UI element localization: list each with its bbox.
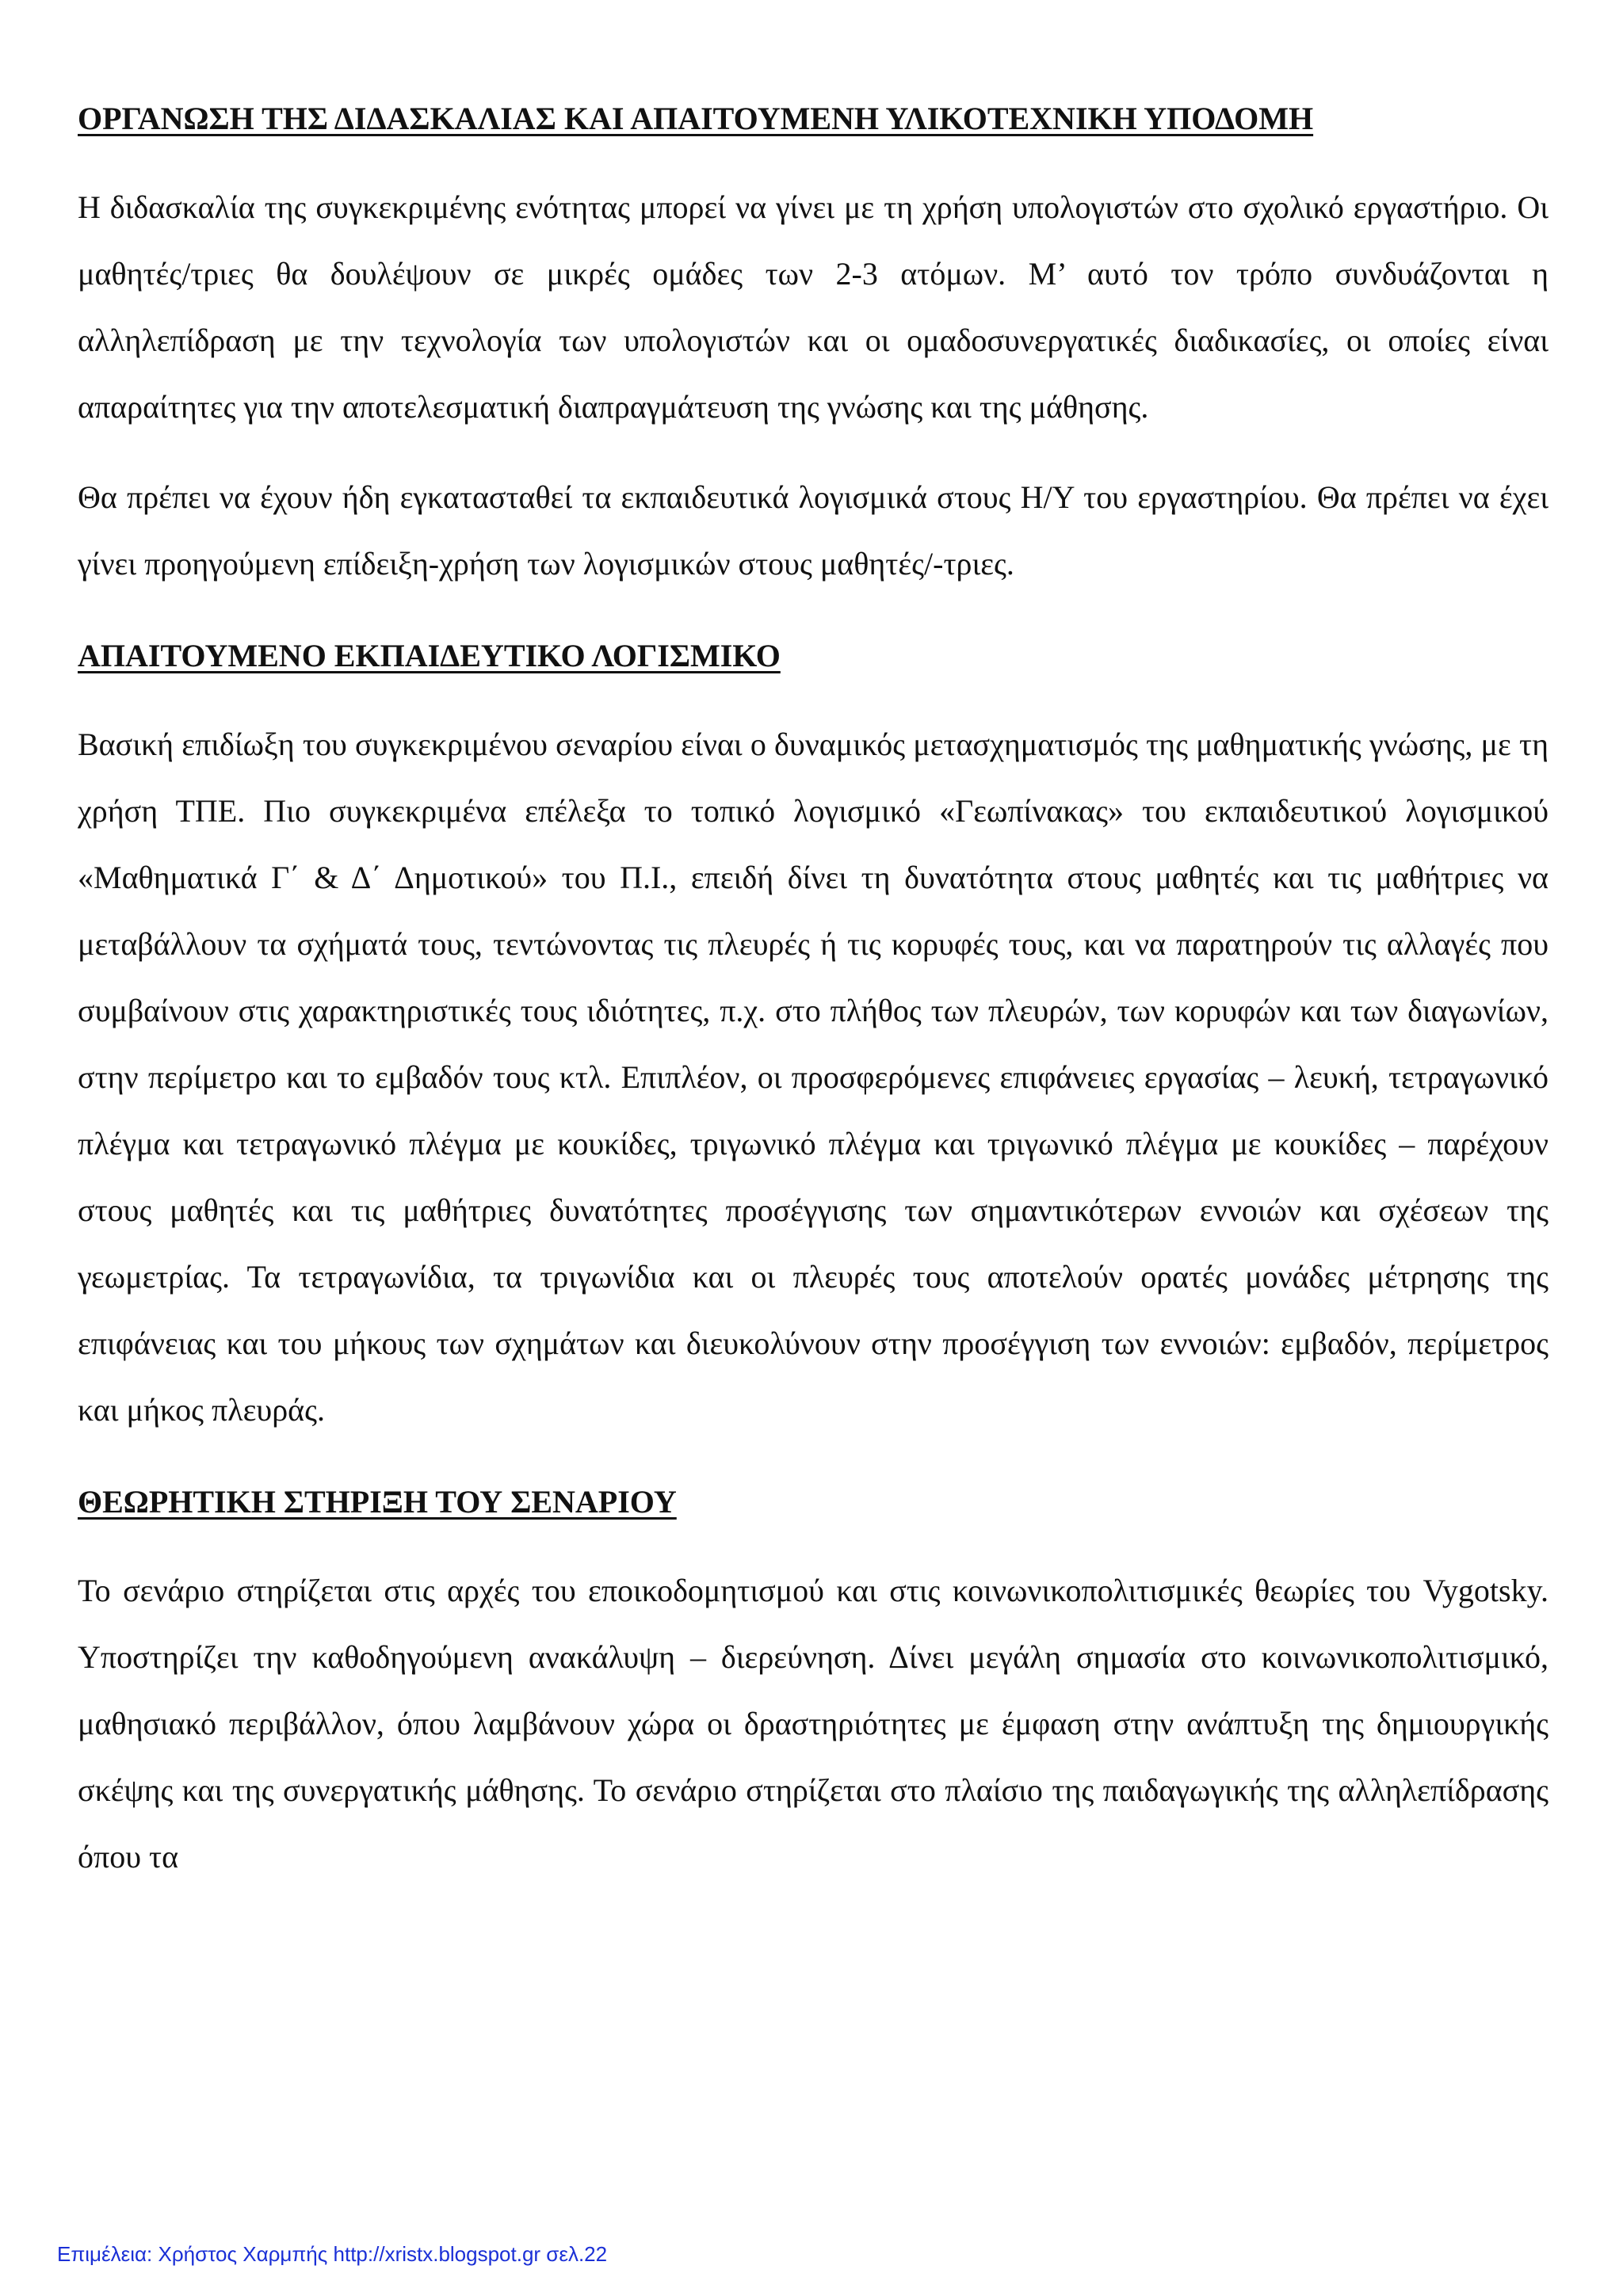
paragraph-software: Βασική επιδίωξη του συγκεκριμένου σεναρίου είναι ο δυναμικός μετασχηματισμός της μαθηματικής γνώσης, με τη χρήση ΤΠΕ. Πιο συγκεκριμένα επέλεξα το τοπικό λογισμικό «Γεωπίνακας» του εκπαιδευτικού λογισμικού «Μαθηματικά Γ΄ & Δ΄ Δημοτικού» του Π.Ι., επειδή δίνει τη δυνατότητα στους μαθητές και τις μαθήτριες να μεταβάλλουν τα σχήματά τους, τεντώνοντας τις πλευρές ή τις κορυφές τους, και να παρατηρούν τις αλλαγές που συμβαίνουν στις χαρακτηριστικές τους ιδιότητες, π.χ. στο πλήθος των πλευρών, των κορυφών και των διαγωνίων, στην περίμετρο και το εμβαδόν τους κτλ. Επιπλέον, οι προσφερόμενες επιφάνειες εργασίας – λευκή, τετραγωνικό πλέγμα και τετραγωνικό πλέγμα με κουκίδες, τριγωνικό πλέγμα και τριγωνικό πλέγμα με κουκίδες – παρέχουν στους μαθητές και τις μαθήτριες δυνατότητες προσέγγισης των σημαντικότερων εννοιών και σχέσεων της γεωμετρίας. Τα τετραγωνίδια, τα τριγωνίδια και οι πλευρές τους αποτελούν ορατές μονάδες μέτρησης της επιφάνειας και του μήκους των σχημάτων και διευκολύνουν στην προσέγγιση των εννοιών: εμβαδόν, περίμετρος και μήκος πλευράς. xyxy=(78,727,1549,1428)
section-heading-theory: ΘΕΩΡΗΤΙΚΗ ΣΤΗΡΙΞΗ ΤΟΥ ΣΕΝΑΡΙΟΥ xyxy=(78,1484,677,1520)
section-heading-organisation: ΟΡΓΑΝΩΣΗ ΤΗΣ ΔΙΔΑΣΚΑΛΙΑΣ ΚΑΙ ΑΠΑΙΤΟΥΜΕΝΗ ΥΛΙΚΟΤΕΧΝΙΚΗ ΥΠΟΔΟΜΗ xyxy=(78,101,1314,136)
paragraph-theory: Το σενάριο στηρίζεται στις αρχές του εποικοδομητισμού και στις κοινωνικοπολιτισμικές θεωρίες του Vygotsky. Υποστηρίζει την καθοδηγούμενη ανακάλυψη – διερεύνηση. Δίνει μεγάλη σημασία στο κοινωνικοπολιτισμικό, μαθησιακό περιβάλλον, όπου λαμβάνουν χώρα οι δραστηριότητες με έμφαση στην ανάπτυξη της δημιουργικής σκέψης και της συνεργατικής μάθησης. Το σενάριο στηρίζεται στο πλαίσιο της παιδαγωγικής της αλληλεπίδρασης όπου τα xyxy=(78,1573,1549,1875)
section-heading-software: ΑΠΑΙΤΟΥΜΕΝΟ ΕΚΠΑΙΔΕΥΤΙΚΟ ΛΟΓΙΣΜΙΚΟ xyxy=(78,638,781,673)
document-page xyxy=(78,70,1549,1890)
page-footer: Επιμέλεια: Χρήστος Χαρμπής http://xristx.blogspot.gr σελ.22 xyxy=(57,2242,608,2266)
paragraph-organisation: Η διδασκαλία της συγκεκριμένης ενότητας μπορεί να γίνει με τη χρήση υπολογιστών στο σχολικό εργαστήριο. Οι μαθητές/τριες θα δουλέψουν σε μικρές ομάδες των 2-3 ατόμων. Μ’ αυτό τον τρόπο συνδυάζονται η αλληλεπίδραση με την τεχνολογία των υπολογιστών και οι ομαδοσυνεργατικές διαδικασίες, οι οποίες είναι απαραίτητες για την αποτελεσματική διαπραγμάτευση της γνώσης και της μάθησης. xyxy=(78,189,1549,425)
paragraph-software-installation: Θα πρέπει να έχουν ήδη εγκατασταθεί τα εκπαιδευτικά λογισμικά στους Η/Υ του εργαστηρίου. Θα πρέπει να έχει γίνει προηγούμενη επίδειξη-χρήση των λογισμικών στους μαθητές/-τριες. xyxy=(78,479,1549,582)
